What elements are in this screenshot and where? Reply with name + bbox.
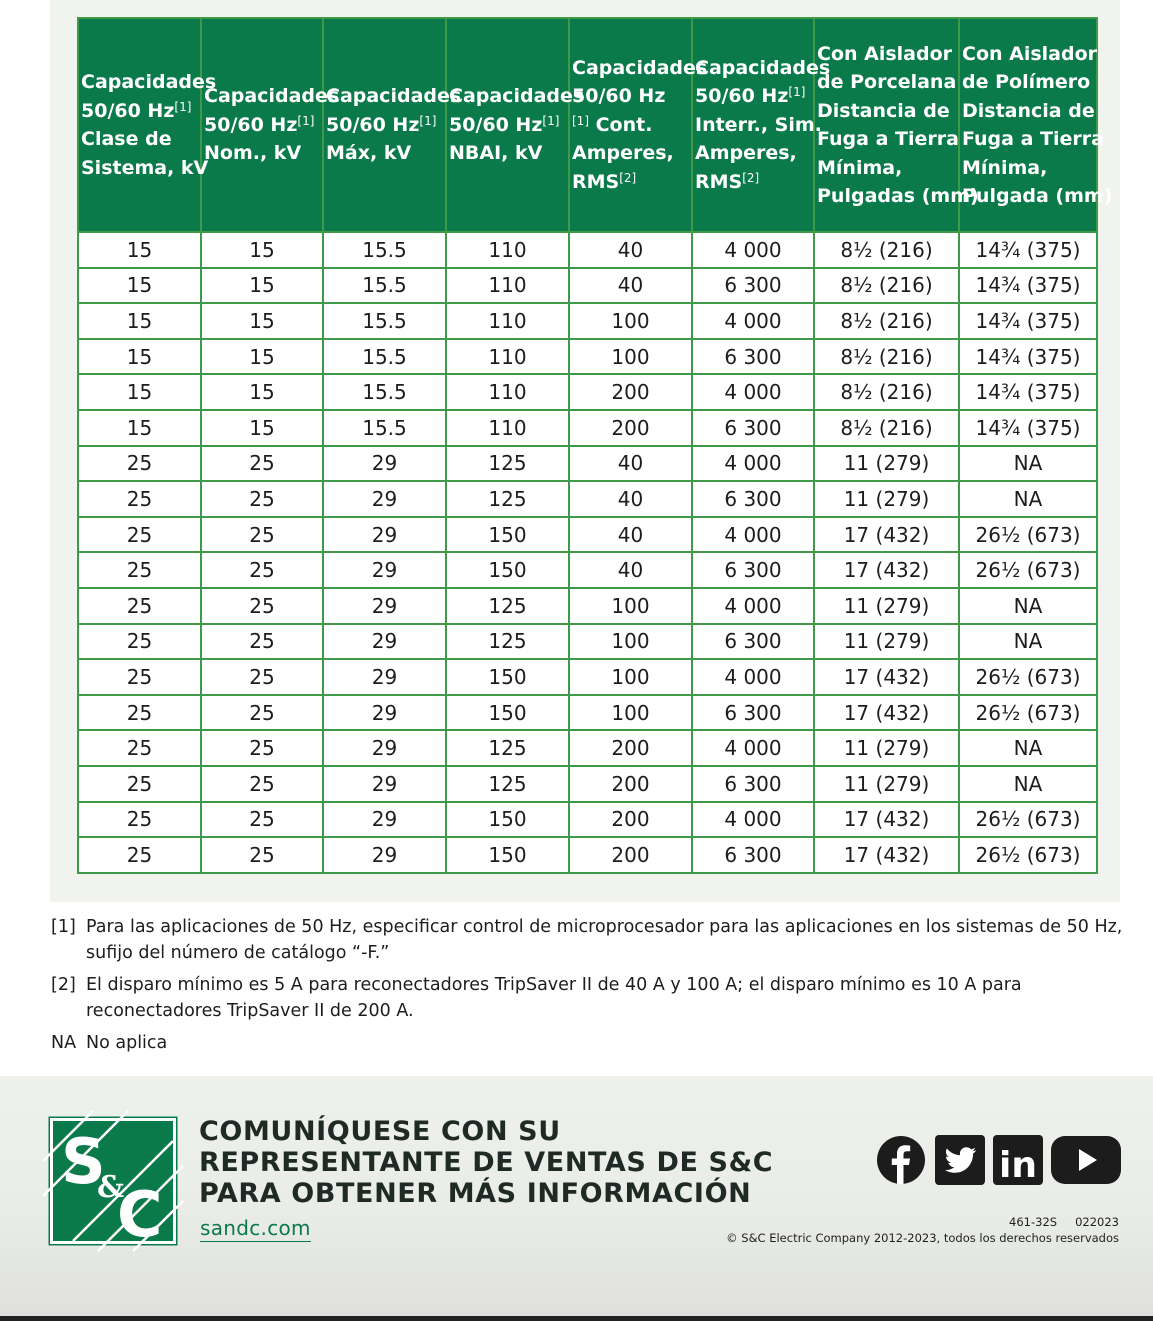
- header-text: 50/60 Hz: [572, 85, 666, 108]
- column-header-line: [962, 68, 1095, 97]
- column-header: [78, 18, 217, 232]
- table-cell: 40: [569, 481, 692, 517]
- table-cell: 26½ (673): [959, 837, 1097, 873]
- header-text: Capacidades: [81, 71, 217, 93]
- column-header-line: [81, 68, 217, 97]
- column-header-line: [695, 54, 831, 83]
- column-header-line: [962, 40, 1098, 69]
- table-row: [78, 446, 1097, 482]
- table-cell: 25: [201, 730, 323, 766]
- table-cell: 6 300: [692, 268, 814, 304]
- cta-line: REPRESENTANTE DE VENTAS DE S&C: [199, 1147, 774, 1178]
- header-text: Mínima,: [817, 156, 903, 179]
- table-cell: 15: [78, 374, 201, 410]
- table-cell: 40: [569, 552, 692, 588]
- table-cell: 4 000: [692, 588, 814, 624]
- table-cell: 15: [201, 303, 323, 339]
- table-cell: 150: [446, 695, 569, 731]
- table-cell: 29: [323, 624, 446, 660]
- table-cell: 6 300: [692, 552, 814, 588]
- table-row: [78, 339, 1097, 375]
- ratings-table-panel: [50, 0, 1120, 902]
- table-cell: 125: [446, 730, 569, 766]
- table-cell: 25: [201, 624, 323, 660]
- table-cell: 29: [323, 695, 446, 731]
- column-header-line: [817, 40, 957, 69]
- column-header-line: [449, 82, 585, 111]
- table-cell: NA: [959, 766, 1097, 802]
- table-cell: 29: [323, 517, 446, 553]
- table-cell: 100: [569, 588, 692, 624]
- table-row: [78, 695, 1097, 731]
- column-header-line: [572, 139, 690, 168]
- column-header-line: [817, 154, 957, 183]
- column-header-line: [204, 139, 321, 168]
- table-cell: 25: [201, 837, 323, 873]
- footnote: [51, 1030, 1131, 1056]
- table-cell: 14¾ (375): [959, 303, 1097, 339]
- table-cell: 8½ (216): [814, 232, 959, 268]
- table-cell: 29: [323, 552, 446, 588]
- column-header-line: [962, 182, 1113, 211]
- website-link[interactable]: sandc.com: [200, 1216, 311, 1240]
- table-cell: 15: [201, 232, 323, 268]
- table-row: [78, 374, 1097, 410]
- linkedin-icon[interactable]: [993, 1135, 1043, 1185]
- footnote-ref: [1]: [419, 113, 437, 128]
- column-header: [814, 18, 979, 232]
- table-cell: 15: [78, 303, 201, 339]
- table-cell: 15: [78, 339, 201, 375]
- header-text: Clase de: [81, 128, 172, 150]
- table-cell: 11 (279): [814, 766, 959, 802]
- footnote-text: No aplica: [86, 1033, 168, 1053]
- header-text: Capacidades: [572, 56, 708, 79]
- column-header-line: [695, 139, 812, 168]
- table-cell: 25: [78, 446, 201, 482]
- table-cell: 200: [569, 410, 692, 446]
- column-header-line: [81, 154, 209, 183]
- table-cell: 6 300: [692, 695, 814, 731]
- document-codes: [726, 1214, 1119, 1230]
- column-header-line: [695, 111, 822, 140]
- table-row: [78, 552, 1097, 588]
- column-header-line: [204, 111, 321, 140]
- column-header-line: [962, 97, 1095, 126]
- table-row: [78, 410, 1097, 446]
- header-text: Fuga a Tierra: [817, 128, 959, 150]
- table-cell: 125: [446, 446, 569, 482]
- header-text: Con Aislador: [962, 42, 1098, 65]
- footer: [0, 1076, 1153, 1316]
- table-cell: 11 (279): [814, 624, 959, 660]
- column-header-line: [817, 125, 957, 154]
- table-cell: 25: [201, 481, 323, 517]
- column-header-line: [449, 139, 567, 168]
- column-header-line: [695, 168, 812, 197]
- header-text: Amperes,: [695, 142, 797, 165]
- twitter-icon[interactable]: [935, 1135, 985, 1185]
- header-text: Amperes,: [572, 142, 674, 165]
- table-cell: 150: [446, 802, 569, 838]
- footnote-ref: [1]: [174, 99, 192, 114]
- table-cell: 4 000: [692, 303, 814, 339]
- header-text: Capacidades: [695, 56, 831, 79]
- column-header-line: [81, 97, 199, 126]
- table-cell: 125: [446, 766, 569, 802]
- header-text: 50/60 Hz: [449, 113, 543, 136]
- table-cell: NA: [959, 481, 1097, 517]
- header-text: Capacidades: [326, 85, 462, 108]
- table-cell: 125: [446, 588, 569, 624]
- sandc-logo-mark: [53, 1121, 173, 1251]
- table-cell: 25: [201, 659, 323, 695]
- table-cell: 25: [78, 517, 201, 553]
- table-cell: 4 000: [692, 374, 814, 410]
- table-row: [78, 517, 1097, 553]
- table-cell: 11 (279): [814, 481, 959, 517]
- column-header-line: [326, 111, 444, 140]
- table-cell: 17 (432): [814, 659, 959, 695]
- table-cell: 110: [446, 374, 569, 410]
- table-cell: 4 000: [692, 446, 814, 482]
- table-cell: 150: [446, 837, 569, 873]
- table-cell: 6 300: [692, 624, 814, 660]
- table-cell: 14¾ (375): [959, 339, 1097, 375]
- table-cell: 150: [446, 517, 569, 553]
- table-cell: 26½ (673): [959, 517, 1097, 553]
- footnote-text: El disparo mínimo es 5 A para reconectadores TripSaver II de 40 A y 100 A; el disparo mínimo es 10 A para reconectadores TripSaver II de 200 A.: [86, 975, 1022, 1021]
- footnote-marker: NA: [51, 1033, 77, 1053]
- header-text: de Porcelana: [817, 71, 957, 93]
- column-header-line: [326, 82, 462, 111]
- column-header-line: [962, 125, 1104, 154]
- table-cell: 8½ (216): [814, 374, 959, 410]
- footnote-ref: [2]: [619, 170, 637, 185]
- table-cell: 29: [323, 588, 446, 624]
- header-text: 50/60 Hz: [204, 113, 298, 136]
- column-header: [692, 18, 831, 232]
- table-cell: 11 (279): [814, 446, 959, 482]
- table-cell: 15.5: [323, 410, 446, 446]
- table-cell: 4 000: [692, 659, 814, 695]
- table-cell: 17 (432): [814, 517, 959, 553]
- table-row: [78, 730, 1097, 766]
- table-cell: 110: [446, 339, 569, 375]
- table-cell: 26½ (673): [959, 695, 1097, 731]
- svg-text:C: C: [117, 1178, 163, 1251]
- column-header-line: [817, 68, 957, 97]
- table-cell: 29: [323, 837, 446, 873]
- header-text: de Polímero: [962, 71, 1091, 93]
- table-row: [78, 481, 1097, 517]
- table-header-row: [78, 18, 1097, 232]
- table-cell: 25: [78, 695, 201, 731]
- footnote-marker: [1]: [51, 917, 76, 937]
- header-text: NBAI, kV: [449, 142, 543, 165]
- table-cell: 100: [569, 624, 692, 660]
- facebook-icon[interactable]: [876, 1135, 926, 1185]
- footnotes: [51, 914, 1131, 1062]
- column-header-line: [962, 154, 1095, 183]
- table-cell: 4 000: [692, 232, 814, 268]
- table-cell: 15: [201, 339, 323, 375]
- table-cell: 25: [201, 802, 323, 838]
- column-header-line: [81, 125, 199, 154]
- table-cell: 125: [446, 481, 569, 517]
- table-cell: 26½ (673): [959, 552, 1097, 588]
- table-cell: 110: [446, 268, 569, 304]
- table-row: [78, 588, 1097, 624]
- column-header-line: [572, 168, 690, 197]
- table-cell: 100: [569, 339, 692, 375]
- table-cell: 26½ (673): [959, 802, 1097, 838]
- column-header: [446, 18, 585, 232]
- column-header-line: [572, 111, 690, 140]
- table-cell: 200: [569, 730, 692, 766]
- table-cell: NA: [959, 588, 1097, 624]
- column-header-line: [204, 82, 340, 111]
- table-cell: 4 000: [692, 802, 814, 838]
- table-row: [78, 268, 1097, 304]
- table-cell: 25: [201, 517, 323, 553]
- column-header-line: [572, 82, 690, 111]
- youtube-icon[interactable]: [1051, 1135, 1121, 1185]
- table-cell: 8½ (216): [814, 339, 959, 375]
- table-cell: 8½ (216): [814, 410, 959, 446]
- table-cell: 29: [323, 730, 446, 766]
- table-row: [78, 624, 1097, 660]
- social-links: [876, 1135, 1121, 1187]
- table-cell: 26½ (673): [959, 659, 1097, 695]
- column-header-line: [449, 111, 567, 140]
- table-cell: 15: [78, 232, 201, 268]
- table-cell: 4 000: [692, 517, 814, 553]
- column-header-line: [817, 182, 979, 211]
- table-cell: 4 000: [692, 730, 814, 766]
- table-cell: 25: [201, 588, 323, 624]
- header-text: Nom., kV: [204, 142, 302, 165]
- table-cell: 14¾ (375): [959, 410, 1097, 446]
- table-cell: 110: [446, 303, 569, 339]
- table-cell: 40: [569, 446, 692, 482]
- table-cell: 6 300: [692, 339, 814, 375]
- table-cell: 15: [201, 374, 323, 410]
- ratings-table: [77, 17, 1113, 874]
- table-cell: 40: [569, 232, 692, 268]
- table-cell: 29: [323, 481, 446, 517]
- table-cell: 25: [78, 588, 201, 624]
- column-header-line: [695, 82, 812, 111]
- header-text: 50/60 Hz: [326, 113, 420, 136]
- table-cell: 25: [78, 659, 201, 695]
- table-cell: 6 300: [692, 766, 814, 802]
- svg-text:S: S: [61, 1125, 106, 1198]
- header-text: Con Aislador: [817, 42, 953, 65]
- footnote-ref: [1]: [572, 113, 589, 128]
- table-cell: NA: [959, 730, 1097, 766]
- header-text: Distancia de: [962, 99, 1095, 122]
- header-text: 50/60 Hz: [695, 85, 789, 108]
- table-cell: 15.5: [323, 303, 446, 339]
- footnote-ref: [2]: [742, 170, 760, 185]
- header-text: Pulgada (mm): [962, 185, 1113, 207]
- table-cell: 6 300: [692, 837, 814, 873]
- column-header: [323, 18, 462, 232]
- table-cell: 11 (279): [814, 730, 959, 766]
- footnote: [51, 972, 1131, 1024]
- header-text: Cont.: [589, 113, 653, 136]
- footnote-ref: [1]: [297, 113, 315, 128]
- header-text: Pulgadas (mm): [817, 185, 979, 207]
- table-cell: 14¾ (375): [959, 374, 1097, 410]
- table-cell: 200: [569, 802, 692, 838]
- bottom-bar: [0, 1316, 1153, 1321]
- table-cell: 15: [78, 410, 201, 446]
- svg-text:&: &: [97, 1170, 125, 1205]
- table-cell: 29: [323, 446, 446, 482]
- header-text: 50/60 Hz: [81, 99, 175, 122]
- table-cell: 25: [78, 802, 201, 838]
- table-cell: 40: [569, 268, 692, 304]
- contact-call-to-action: [199, 1116, 839, 1209]
- footnote: [51, 914, 1131, 966]
- table-cell: 25: [201, 766, 323, 802]
- table-cell: 14¾ (375): [959, 232, 1097, 268]
- header-text: Mínima,: [962, 156, 1048, 179]
- column-header: [569, 18, 708, 232]
- table-cell: 25: [201, 446, 323, 482]
- table-cell: 17 (432): [814, 552, 959, 588]
- footnote-text: Para las aplicaciones de 50 Hz, especificar control de microprocesador para las aplicaciones en los sistemas de 50 Hz, sufijo del número de catálogo “-F.”: [86, 917, 1123, 963]
- table-cell: 11 (279): [814, 588, 959, 624]
- header-text: Distancia de: [817, 99, 950, 122]
- table-cell: 17 (432): [814, 695, 959, 731]
- table-cell: NA: [959, 624, 1097, 660]
- table-cell: 29: [323, 802, 446, 838]
- table-cell: 6 300: [692, 481, 814, 517]
- table-cell: 15.5: [323, 374, 446, 410]
- header-text: Máx, kV: [326, 142, 412, 165]
- table-row: [78, 802, 1097, 838]
- table-cell: 100: [569, 303, 692, 339]
- document-number: 461-32S: [1009, 1215, 1058, 1229]
- table-cell: 25: [78, 730, 201, 766]
- cta-line: COMUNÍQUESE CON SU: [199, 1116, 561, 1147]
- table-cell: 25: [78, 766, 201, 802]
- column-header-line: [572, 54, 708, 83]
- table-cell: 110: [446, 410, 569, 446]
- column-header-line: [326, 139, 444, 168]
- table-cell: 125: [446, 624, 569, 660]
- header-text: Sistema, kV: [81, 156, 209, 179]
- table-cell: 15: [78, 268, 201, 304]
- footnote-ref: [1]: [542, 113, 560, 128]
- table-cell: 100: [569, 695, 692, 731]
- table-cell: 17 (432): [814, 837, 959, 873]
- column-header: [959, 18, 1113, 232]
- table-cell: 25: [78, 624, 201, 660]
- header-text: Capacidades: [204, 85, 340, 108]
- table-cell: 40: [569, 517, 692, 553]
- table-cell: 8½ (216): [814, 303, 959, 339]
- table-cell: 25: [78, 837, 201, 873]
- table-cell: 100: [569, 659, 692, 695]
- document-meta: [726, 1214, 1119, 1246]
- cta-line: PARA OBTENER MÁS INFORMACIÓN: [199, 1178, 752, 1209]
- footnote-marker: [2]: [51, 975, 76, 995]
- table-cell: 25: [78, 552, 201, 588]
- table-cell: 8½ (216): [814, 268, 959, 304]
- copyright: © S&C Electric Company 2012-2023, todos los derechos reservados: [726, 1231, 1119, 1245]
- table-cell: 150: [446, 552, 569, 588]
- table-cell: 17 (432): [814, 802, 959, 838]
- table-row: [78, 766, 1097, 802]
- header-text: RMS: [695, 170, 743, 193]
- header-text: Fuga a Tierra: [962, 128, 1104, 150]
- header-text: RMS: [572, 170, 620, 193]
- table-cell: 29: [323, 766, 446, 802]
- table-cell: 15: [201, 268, 323, 304]
- header-text: Capacidades: [449, 85, 585, 108]
- column-header-line: [817, 97, 957, 126]
- table-row: [78, 659, 1097, 695]
- table-cell: 14¾ (375): [959, 268, 1097, 304]
- column-header: [201, 18, 340, 232]
- table-row: [78, 837, 1097, 873]
- table-cell: 15: [201, 410, 323, 446]
- table-cell: 15.5: [323, 268, 446, 304]
- table-cell: 200: [569, 766, 692, 802]
- table-cell: 25: [78, 481, 201, 517]
- table-cell: 29: [323, 659, 446, 695]
- table-cell: 200: [569, 374, 692, 410]
- header-text: Interr., Sim.: [695, 113, 822, 136]
- table-cell: 6 300: [692, 410, 814, 446]
- table-cell: 25: [201, 552, 323, 588]
- footnote-ref: [1]: [788, 85, 806, 100]
- table-cell: 150: [446, 659, 569, 695]
- table-cell: 15.5: [323, 232, 446, 268]
- document-date: 022023: [1075, 1215, 1119, 1229]
- table-row: [78, 303, 1097, 339]
- table-cell: 25: [201, 695, 323, 731]
- svg-text:in: in: [999, 1145, 1037, 1186]
- table-cell: NA: [959, 446, 1097, 482]
- table-cell: 200: [569, 837, 692, 873]
- table-cell: 15.5: [323, 339, 446, 375]
- sandc-logo: [50, 1118, 176, 1251]
- table-row: [78, 232, 1097, 268]
- table-cell: 110: [446, 232, 569, 268]
